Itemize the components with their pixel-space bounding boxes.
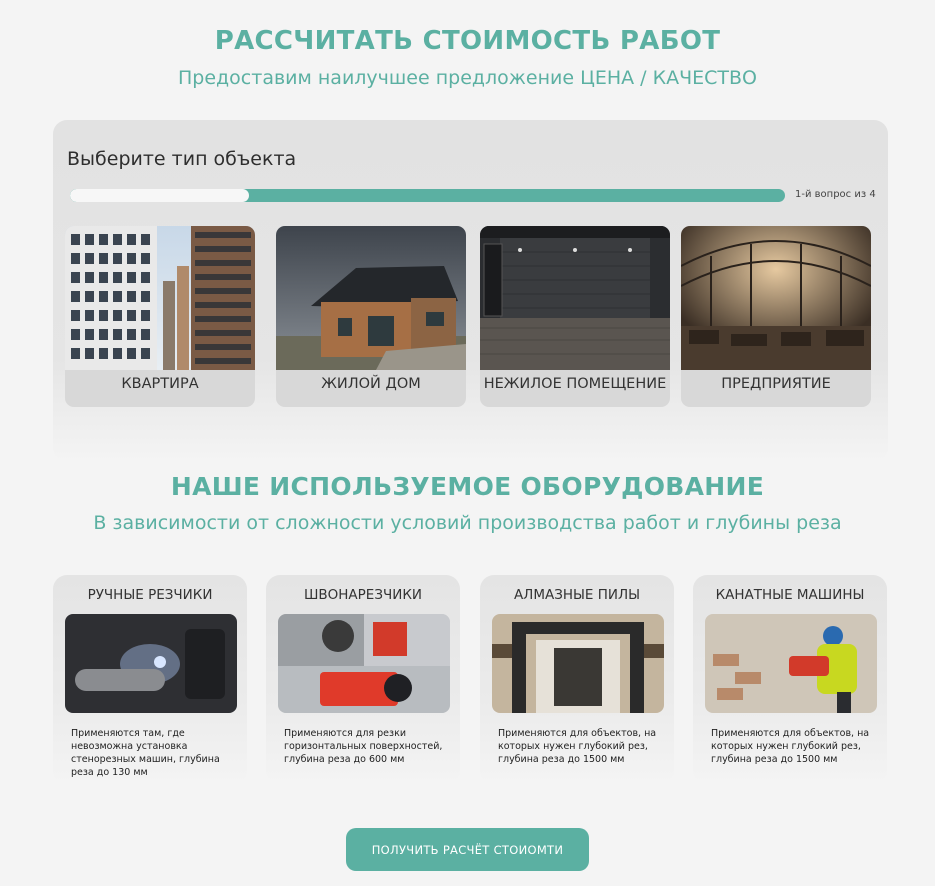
wire-saw-photo	[705, 614, 877, 713]
equipment-card-joint-cutters	[266, 575, 460, 785]
equipment-card-text: Применяются для объектов, на которых нужен глубокий рез, глубина реза до 1500 мм	[498, 728, 657, 765]
quiz-progress-text: 1-й вопрос из 4	[795, 189, 876, 200]
option-label: ПРЕДПРИЯТИЕ	[721, 376, 831, 392]
option-non-residential[interactable]	[480, 226, 670, 407]
equipment-card-title: АЛМАЗНЫЕ ПИЛЫ	[513, 587, 641, 603]
diamond-saw-photo	[492, 614, 664, 713]
house-photo	[276, 226, 466, 370]
equipment-card-text: Применяются для объектов, на которых нужен глубокий рез, глубина реза до 1500 мм	[711, 728, 870, 765]
get-estimate-button[interactable]: ПОЛУЧИТЬ РАСЧЁТ СТОИОМТИ	[346, 828, 589, 871]
quiz-panel	[53, 120, 888, 462]
quiz-progress-fill	[70, 189, 249, 202]
equipment-subtitle: В зависимости от сложности условий производства работ и глубины реза	[93, 512, 842, 534]
hand-cutter-photo	[65, 614, 237, 713]
option-house[interactable]	[276, 226, 466, 407]
calculator-title: РАССЧИТАТЬ СТОИМОСТЬ РАБОТ	[214, 26, 721, 56]
equipment-card-text: Применяются там, где невозможна установка стенорезных машин, глубина реза до 130 мм	[71, 728, 220, 778]
option-label: КВАРТИРА	[121, 376, 199, 392]
equipment-card-wire-saws	[693, 575, 887, 785]
equipment-title: НАШЕ ИСПОЛЬЗУЕМОЕ ОБОРУДОВАНИЕ	[170, 472, 765, 501]
option-label: НЕЖИЛОЕ ПОМЕЩЕНИЕ	[483, 376, 667, 392]
quiz-question: Выберите тип объекта	[67, 148, 297, 170]
equipment-card-title: КАНАТНЫЕ МАШИНЫ	[715, 587, 865, 603]
joint-cutter-photo	[278, 614, 450, 713]
calculator-subtitle: Предоставим наилучшее предложение ЦЕНА / КАЧЕСТВО	[178, 67, 757, 89]
factory-photo	[681, 226, 871, 370]
quiz-progress-bar	[70, 189, 785, 202]
equipment-card-text: Применяются для резки горизонтальных поверхностей, глубина реза до 600 мм	[284, 728, 443, 765]
apartment-building-photo	[65, 226, 255, 370]
option-enterprise[interactable]	[681, 226, 871, 407]
equipment-card-title: РУЧНЫЕ РЕЗЧИКИ	[87, 587, 213, 603]
equipment-card-diamond-saws	[480, 575, 674, 785]
empty-room-photo	[480, 226, 670, 370]
equipment-card-hand-cutters	[53, 575, 247, 785]
equipment-card-title: ШВОНАРЕЗЧИКИ	[303, 587, 423, 603]
option-apartment[interactable]	[65, 226, 255, 407]
option-label: ЖИЛОЙ ДОМ	[321, 376, 421, 392]
